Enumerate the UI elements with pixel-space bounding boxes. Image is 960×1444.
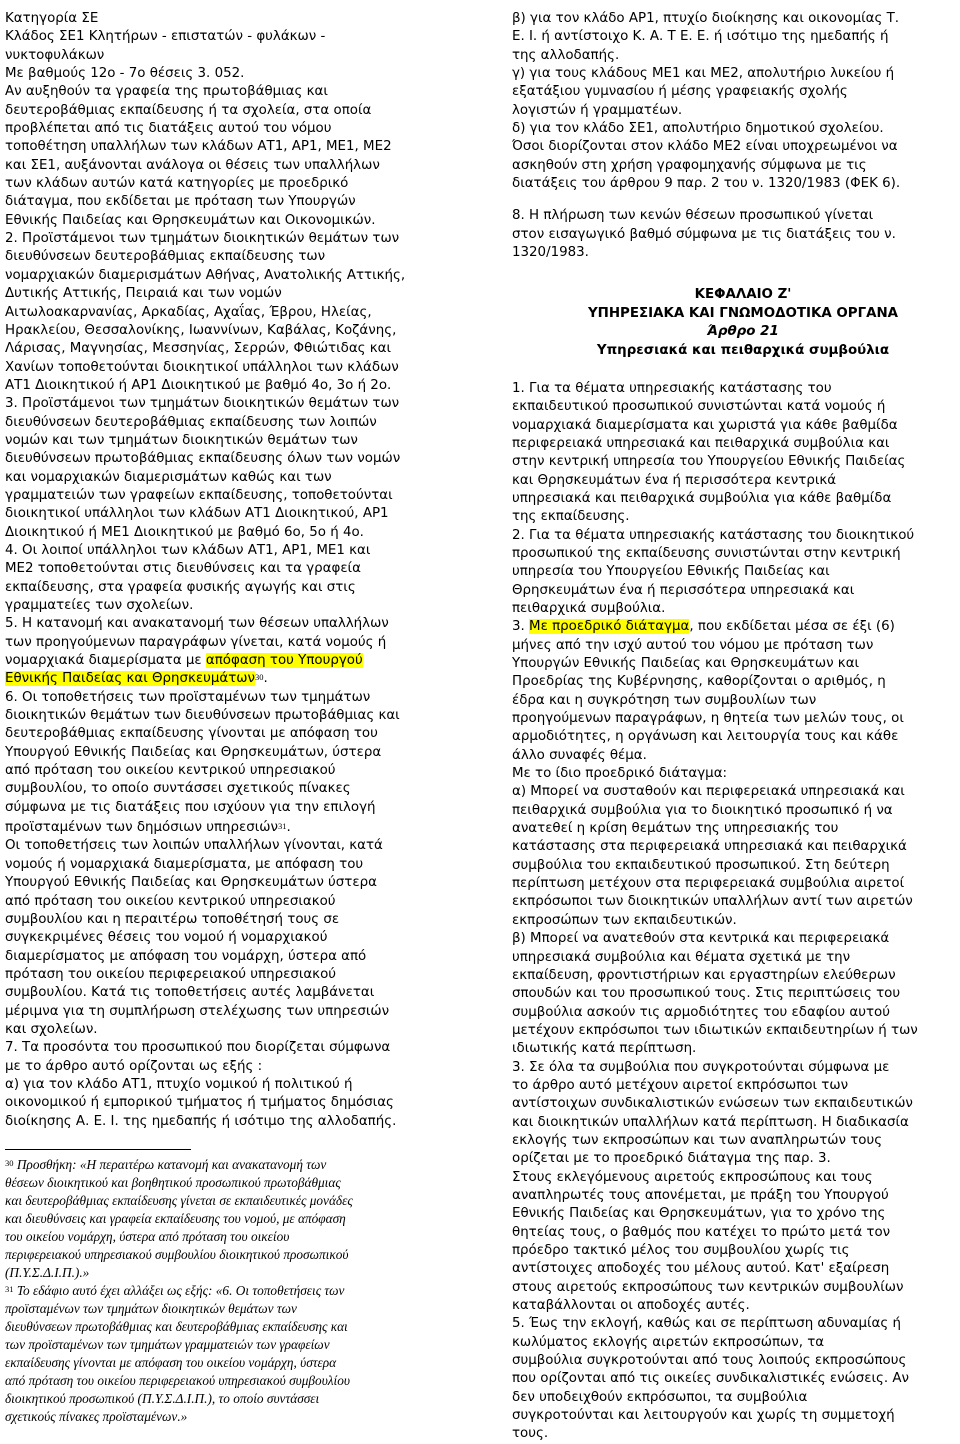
footnote-31-first-line bbox=[5, 1282, 467, 1300]
footnote-ref-31[interactable]: 31 bbox=[277, 821, 287, 832]
text-line: 6. Οι τοποθετήσεις των προϊσταμένων των τμημάτων bbox=[5, 689, 371, 705]
text-line: και σχολείων. bbox=[5, 1021, 98, 1037]
paragraph-8 bbox=[512, 207, 960, 262]
paragraph-3-first-line bbox=[512, 618, 960, 636]
text-line: διοικητικών θεμάτων των διευθύνσεων πρωτοβάθμιας και bbox=[5, 708, 400, 724]
text-line: 8. Η πλήρωση των κενών θέσεων προσωπικού γίνεται bbox=[512, 208, 874, 224]
article-subtitle: Υπηρεσιακά και πειθαρχικά συμβούλια bbox=[596, 342, 890, 358]
text-line: προϊσταμένων των τμημάτων διοικητικών θεμάτων των bbox=[5, 1301, 297, 1316]
text-line: διοικητικού προσωπικού (Π.Υ.Σ.Δ.Ι.Π.), το οποίο συντάσσει bbox=[5, 1391, 320, 1406]
text-line: αρμοδιότητες, η οργάνωση και λειτουργία τους και κάθε bbox=[512, 729, 899, 745]
footnote-30 bbox=[5, 1156, 467, 1282]
text-line: θέσεων διοικητικού και βοηθητικού προσωπικού πρωτοβάθμιας bbox=[5, 1175, 341, 1190]
text-line: συγκροτούνται και λειτουργούν και χωρίς τη συμμετοχή bbox=[512, 1408, 895, 1424]
text-line: διάταγμα, που εκδίδεται με πρόταση των Υπουργών bbox=[5, 194, 356, 210]
text-run: . bbox=[286, 820, 291, 836]
text-line: οικονομικού ή εμπορικού τμήματος ή τμήματος δημόσιας bbox=[5, 1095, 394, 1111]
text-line: ΜΕ2 τοποθετούνται στις διευθύνσεις και τα γραφεία bbox=[5, 561, 361, 577]
text-line: περίπτωση μετέχουν στα περιφερειακά συμβούλια αιρετοί bbox=[512, 876, 905, 892]
footnote-divider bbox=[5, 1149, 191, 1150]
text-line: ΑΤ1 Διοικητικού ή ΑΡ1 Διοικητικού με βαθμό 4ο, 3ο ή 2ο. bbox=[5, 377, 392, 393]
text-line: νομών και των τμημάτων διοικητικών θεμάτων των bbox=[5, 432, 358, 448]
text-line: στον εισαγωγικό βαθμό σύμφωνα με τις διατάξεις του ν. bbox=[512, 226, 896, 242]
text-line: από πρόταση του οικείου περιφερειακού υπηρεσιακού συμβουλίου bbox=[5, 1373, 351, 1388]
text-line: στην κεντρική υπηρεσία του Υπουργείου Εθνικής Παιδείας bbox=[512, 454, 906, 470]
text-line: Ηρακλείου, Θεσσαλονίκης, Ιωαννίνων, Καβάλας, Κοζάνης, bbox=[5, 322, 397, 338]
text-line: 3. Προϊστάμενοι των τμημάτων διοικητικών θεμάτων των bbox=[5, 396, 400, 412]
text-line: από πρόταση του οικείου κεντρικού υπηρεσιακού bbox=[5, 893, 336, 909]
text-line: τοποθέτηση υπαλλήλων των κλάδων ΑΤ1, ΑΡ1, ΜΕ1, ΜΕ2 bbox=[5, 139, 392, 155]
text-line: και νομαρχιακών διαμερισμάτων καθώς και των bbox=[5, 469, 332, 485]
article-paragraphs-1-2 bbox=[512, 380, 960, 618]
text-line: υπηρεσία του Υπουργείου Εθνικής Παιδείας και bbox=[512, 564, 830, 580]
text-line: 5. Η κατανομή και ανακατανομή των θέσεων υπαλλήλων bbox=[5, 616, 389, 632]
text-line: πρόεδρο τακτικό μέλος του συμβουλίου χωρίς τις bbox=[512, 1243, 850, 1258]
text-line: γ) για τους κλάδους ΜΕ1 και ΜΕ2, απολυτήριο λυκείου ή bbox=[512, 66, 895, 82]
footnotes bbox=[5, 1156, 467, 1426]
text-line: συμβουλίου. Κατά τις τοποθετήσεις αυτές λαμβάνεται bbox=[5, 985, 375, 1001]
left-column bbox=[5, 10, 467, 1131]
text-line: ιδιωτικής κατά περίπτωση. bbox=[512, 1041, 697, 1057]
text-line: α) για τον κλάδο ΑΤ1, πτυχίο νομικού ή πολιτικού ή bbox=[5, 1076, 353, 1092]
text-line: Με το ίδιο προεδρικό διάταγμα: bbox=[512, 766, 728, 782]
text-line: Διοικητικού ή ΜΕ1 Διοικητικού με βαθμό 6ο, 5ο ή 4ο. bbox=[5, 524, 364, 540]
text-line: διευθύνσεων πρωτοβάθμιας και δευτεροβάθμιας εκπαίδευσης και bbox=[5, 1319, 348, 1334]
text-line: εκπρόσωποι των διοικητικών υπαλλήλων αντί των αιρετών bbox=[512, 894, 913, 910]
text-line: συμβούλια συγκροτούνται από τους λοιπούς εκπροσώπους bbox=[512, 1353, 907, 1369]
text-line: του οικείου νομάρχη, ύστερα από πρόταση του οικείου bbox=[5, 1229, 290, 1244]
text-line: των προϊσταμένων των τμημάτων γραμματειών των γραφείων bbox=[5, 1337, 330, 1352]
text-line: β) Μπορεί να ανατεθούν στα κεντρικά και περιφερειακά bbox=[512, 931, 890, 947]
text-line: πειθαρχικά συμβούλια για το διοικητικό προσωπικό ή να bbox=[512, 802, 893, 818]
text-line: συμβουλίου, το οποίο συντάσσει σχετικούς πίνακες bbox=[5, 781, 351, 797]
text-line: Χανίων τοποθετούνται διοικητικοί υπάλληλοι των κλάδων bbox=[5, 359, 399, 375]
text-line: Εθνικής Παιδείας και Θρησκευμάτων, για το χρόνο της bbox=[512, 1206, 886, 1222]
text-line: (Π.Υ.Σ.Δ.Ι.Π.).» bbox=[5, 1265, 90, 1280]
text-line: δ) για τον κλάδο ΣΕ1, απολυτήριο δημοτικού σχολείου. bbox=[512, 121, 884, 137]
text-line: 2. Για τα θέματα υπηρεσιακής κατάστασης του διοικητικού bbox=[512, 527, 915, 543]
text-run: Το εδάφιο αυτό έχει αλλάξει ως εξής: «6. Οι τοποθετήσεις των bbox=[16, 1283, 345, 1298]
text-line: Οι τοποθετήσεις των λοιπών υπαλλήλων γίνονται, κατά bbox=[5, 838, 383, 854]
text-line: Υπουργού Εθνικής Παιδείας και Θρησκευμάτων, ύστερα bbox=[5, 744, 382, 760]
text-line: αναπληρωτές τους απονέμεται, με πράξη του Υπουργού bbox=[512, 1187, 889, 1203]
text-line: 3. Σε όλα τα συμβούλια που συγκροτούνται σύμφωνα με bbox=[512, 1059, 890, 1075]
text-line: στους αιρετούς εκπροσώπους των κεντρικών συμβουλίων bbox=[512, 1279, 904, 1295]
text-line: των κλάδων αυτών κατά κατηγορίες με προεδρικό bbox=[5, 176, 349, 192]
text-line: Κλάδος ΣΕ1 Κλητήρων - επιστατών - φυλάκων - bbox=[5, 29, 326, 45]
text-line: διευθύνσεων δευτεροβάθμιας εκπαίδευσης των bbox=[5, 249, 326, 265]
text-line: θητείας τους, ο βαθμός που κατέχει το πρώτο μετά τον bbox=[512, 1224, 891, 1240]
text-line: και ΣΕ1, αυξάνονται ανάλογα οι θέσεις των υπαλλήλων bbox=[5, 157, 380, 173]
text-line: αντίστοιχες αποδοχές του μέλους αυτού. Κατ' εξαίρεση bbox=[512, 1261, 890, 1277]
text-line: πρόταση του οικείου περιφερειακού υπηρεσιακού bbox=[5, 966, 337, 982]
text-line: διευθύνσεων πρωτοβάθμιας εκπαίδευσης όλων των νομών bbox=[5, 451, 401, 467]
text-run: . bbox=[263, 671, 268, 687]
article-title: Άρθρο 21 bbox=[707, 324, 779, 340]
text-line: εκπροσώπων των εκπαιδευτικών. bbox=[512, 912, 737, 928]
left-top-paragraphs bbox=[5, 10, 467, 652]
text-line: β) για τον κλάδο ΑΡ1, πτυχίο διοίκησης και οικονομίας Τ. bbox=[512, 11, 900, 26]
text-line: εξατάξιου γυμνασίου ή μέσης γραφειακής σχολής bbox=[512, 84, 848, 100]
text-line: ανατεθεί η κρίση θεμάτων της υπηρεσιακής του bbox=[512, 821, 839, 837]
footnote-number: 31 bbox=[5, 1284, 14, 1294]
text-line: 4. Οι λοιποί υπάλληλοι των κλάδων ΑΤ1, ΑΡ1, ΜΕ1 και bbox=[5, 542, 371, 558]
text-line: σχετικούς πίνακες προϊσταμένων.» bbox=[5, 1409, 188, 1424]
text-line: νομαρχιακά διαμερίσματα και χωριστά για κάθε βαθμίδα bbox=[512, 417, 898, 433]
highlighted-text: Με προεδρικό διάταγμα bbox=[529, 619, 690, 635]
highlighted-text: απόφαση του Υπουργού bbox=[205, 653, 363, 669]
chapter-subtitle: ΥΠΗΡΕΣΙΑΚΑ ΚΑΙ ΓΝΩΜΟΔΟΤΙΚΑ ΟΡΓΑΝΑ bbox=[587, 305, 899, 321]
article-paragraph-3-onwards bbox=[512, 637, 960, 1444]
text-run: , που εκδίδεται μέσα σε έξι (6) bbox=[689, 619, 895, 635]
text-line: σύμφωνα με τις διατάξεις που ισχύουν για την επιλογή bbox=[5, 799, 376, 815]
text-line: Δυτικής Αττικής, Πειραιά και των νομών bbox=[5, 286, 282, 302]
text-line: διοικητικοί υπάλληλοι των κλάδων ΑΤ1 Διοικητικού, ΑΡ1 bbox=[5, 506, 389, 522]
text-line: δευτεροβάθμιας εκπαίδευσης ή τα σχολεία, στα οποία bbox=[5, 102, 372, 118]
text-line: νυκτοφυλάκων bbox=[5, 47, 105, 63]
text-line: Κατηγορία ΣΕ bbox=[5, 11, 99, 26]
text-line: δεν υποδειχθούν εκπρόσωποι, τα συμβούλια bbox=[512, 1389, 808, 1405]
text-line: 7. Τα προσόντα του προσωπικού που διορίζεται σύμφωνα bbox=[5, 1040, 391, 1056]
text-line: έδρα και η συγκρότηση των συμβουλίων των bbox=[512, 692, 817, 708]
text-line: Υπουργών Εθνικής Παιδείας και Θρησκευμάτων και bbox=[512, 656, 860, 671]
text-line: Υπουργού Εθνικής Παιδείας και Θρησκευμάτων ύστερα bbox=[5, 875, 377, 891]
text-line: 1. Για τα θέματα υπηρεσιακής κατάστασης του bbox=[512, 380, 832, 396]
text-line: υπηρεσιακά συμβούλια και θέματα σχετικά με την bbox=[512, 949, 851, 965]
text-line: μέριμνα για τη συμπλήρωση στελέχωσης των υπηρεσιών bbox=[5, 1003, 390, 1019]
spacer bbox=[512, 360, 960, 380]
text-line: διατάξεις του άρθρου 9 παρ. 2 του ν. 1320/1983 (ΦΕΚ 6). bbox=[512, 176, 901, 192]
text-line: το άρθρο αυτό μετέχουν αιρετοί εκπρόσωποι των bbox=[512, 1077, 849, 1093]
text-line: Με βαθμούς 12ο - 7ο θέσεις 3. 052. bbox=[5, 66, 245, 82]
text-line: άλλο συναφές θέμα. bbox=[512, 747, 647, 763]
text-line: και διοικητικών υπαλλήλων κατά περίπτωση. Η διαδικασία bbox=[512, 1114, 909, 1130]
text-line: συμβούλια του εκπαιδευτικού προσωπικού. Στη δεύτερη bbox=[512, 857, 890, 873]
right-top-paragraphs bbox=[512, 10, 960, 193]
paragraph-6 bbox=[5, 689, 467, 817]
text-line: Ε. Ι. ή αντίστοιχο Κ. Α. Τ Ε. Ε. ή ισότιμο της ημεδαπής ή bbox=[512, 29, 889, 45]
text-line: συμβούλια ασκούν τις αρμοδιότητες του εδαφίου αυτού bbox=[512, 1004, 890, 1020]
text-line: των προηγούμενων παραγράφων γίνεται, κατά νομούς ή bbox=[5, 634, 387, 650]
text-line: δευτεροβάθμιας εκπαίδευσης γίνονται με απόφαση του bbox=[5, 726, 378, 742]
text-line: εκπαίδευσης, στα γραφεία φυσικής αγωγής και στις bbox=[5, 579, 356, 595]
text-line: γραμματειών των γραφείων εκπαίδευσης, τοποθετούνται bbox=[5, 487, 393, 503]
text-line: και Θρησκευμάτων ένα ή περισσότερα κεντρικά bbox=[512, 472, 837, 488]
text-line: εκπαίδευσης γίνονται με απόφαση του οικείου νομάρχη, ύστερα bbox=[5, 1355, 337, 1370]
text-line: διοίκησης Α. Ε. Ι. της ημεδαπής ή ισότιμο της αλλοδαπής. bbox=[5, 1113, 397, 1129]
text-line: καταβάλλονται οι αποδοχές αυτές. bbox=[512, 1298, 750, 1314]
text-line: με το άρθρο αυτό ορίζονται ως εξής : bbox=[5, 1058, 263, 1074]
text-run: 3. bbox=[512, 619, 530, 635]
text-line: νομαρχιακών διαμερισμάτων Αθήνας, Ανατολικής Αττικής, bbox=[5, 267, 406, 283]
text-line: συμβουλίου και η περαιτέρω τοποθέτησή τους σε bbox=[5, 911, 340, 927]
text-run: Προσθήκη: «Η περαιτέρω κατανομή και ανακατανομή των bbox=[16, 1157, 327, 1172]
footnote-31-body bbox=[5, 1300, 467, 1426]
text-line: Προεδρίας της Κυβέρνησης, καθορίζονται ο αριθμός, η bbox=[512, 674, 886, 690]
text-run: προϊσταμένων των δημόσιων υπηρεσιών bbox=[5, 820, 278, 836]
text-line: ασκηθούν στη χρήση γραφομηχανής σύμφωνα με τις bbox=[512, 157, 867, 173]
footnote-ref-30[interactable]: 30 bbox=[255, 672, 264, 683]
text-line: της αλλοδαπής. bbox=[512, 47, 620, 63]
text-line: α) Μπορεί να συσταθούν και περιφερειακά υπηρεσιακά και bbox=[512, 784, 905, 800]
text-line: περιφερειακού υπηρεσιακού συμβουλίου διοικητικού προσωπικού bbox=[5, 1247, 349, 1262]
text-line: εκπαιδευτικού προσωπικού συνιστώνται κατά νομούς ή bbox=[512, 399, 886, 415]
left-rest-paragraphs bbox=[5, 837, 467, 1131]
text-line: Στους εκλεγόμενους αιρετούς εκπροσώπους και τους bbox=[512, 1169, 873, 1185]
spacer bbox=[512, 193, 960, 207]
footnote-31 bbox=[5, 1282, 467, 1426]
text-line: διευθύνσεων δευτεροβάθμιας εκπαίδευσης των λοιπών bbox=[5, 414, 377, 430]
text-line: 2. Προϊστάμενοι των τμημάτων διοικητικών θεμάτων των bbox=[5, 231, 400, 247]
text-line: περιφερειακά υπηρεσιακά και πειθαρχικά συμβούλια και bbox=[512, 435, 890, 451]
text-line: κατάστασης στα περιφερειακά υπηρεσιακά και πειθαρχικά bbox=[512, 839, 907, 855]
highlighted-text: Εθνικής Παιδείας και Θρησκευμάτων bbox=[5, 671, 255, 687]
footnote-number: 30 bbox=[5, 1158, 14, 1168]
text-line: προηγούμενων παραγράφων, η θητεία των μελών τους, οι bbox=[512, 711, 904, 727]
text-line: υπηρεσιακά και πειθαρχικά συμβούλια για κάθε βαθμίδα bbox=[512, 490, 892, 506]
text-line: και δευτεροβάθμιας εκπαίδευσης γίνεται σε εκπαιδευτικές μονάδες bbox=[5, 1193, 353, 1208]
text-line: τους. bbox=[512, 1426, 549, 1442]
text-line: και διευθύνσεις και γραφεία εκπαίδευσης του νομού, με απόφαση bbox=[5, 1211, 346, 1226]
text-run: νομαρχιακά διαμερίσματα με bbox=[5, 653, 206, 669]
text-line: μετέχουν εκπρόσωποι των ιδιωτικών εκπαιδευτηρίων ή των bbox=[512, 1022, 918, 1038]
text-line: γραμματείες των σχολείων. bbox=[5, 598, 194, 613]
text-line: ορίζεται με το προεδρικό διάταγμα της παρ. 3. bbox=[512, 1151, 831, 1167]
chapter-title: ΚΕΦΑΛΑΙΟ Ζ' bbox=[694, 287, 792, 303]
text-line: μήνες από την ισχύ αυτού του νόμου με πρόταση των bbox=[512, 637, 874, 653]
text-line: εκπαίδευση, φροντιστήριων και εργαστηρίων ελεύθερων bbox=[512, 967, 896, 983]
paragraph-6-last-line bbox=[5, 819, 467, 837]
text-line: Εθνικής Παιδείας και Θρησκευμάτων και Οικονομικών. bbox=[5, 212, 376, 228]
text-line: νομούς ή νομαρχιακά διαμερίσματα, με απόφαση του bbox=[5, 856, 364, 872]
right-column bbox=[512, 10, 960, 1444]
text-line: από πρόταση του οικείου κεντρικού υπηρεσιακού bbox=[5, 763, 336, 779]
text-line: προβλέπεται από τις διατάξεις αυτού του νόμου bbox=[5, 121, 332, 137]
spacer bbox=[512, 262, 960, 286]
footnote-30-first-line bbox=[5, 1156, 467, 1174]
text-line: προσωπικού της εκπαίδευσης συνιστώνται στην κεντρική bbox=[512, 545, 901, 561]
text-line: Αν αυξηθούν τα γραφεία της πρωτοβάθμιας και bbox=[5, 84, 328, 100]
paragraph-5-line-3 bbox=[5, 652, 467, 670]
text-line: Αιτωλοακαρνανίας, Αρκαδίας, Αχαΐας, Έβρου, Ηλείας, bbox=[5, 304, 372, 320]
text-line: της εκπαίδευσης. bbox=[512, 509, 630, 525]
text-line: λογιστών ή γραμματέων. bbox=[512, 102, 683, 118]
paragraph-5-line-4 bbox=[5, 670, 467, 688]
text-line: αντίστοιχων συνδικαλιστικών ενώσεων των εκπαιδευτικών bbox=[512, 1096, 913, 1112]
text-line: σπουδών και του προσωπικού τους. Στις περιπτώσεις του bbox=[512, 986, 901, 1002]
text-line: εκλογής των εκπροσώπων και των αναπληρωτών τους bbox=[512, 1132, 883, 1148]
text-line: Όσοι διορίζονται στον κλάδο ΜΕ2 είναι υποχρεωμένοι να bbox=[512, 139, 898, 155]
text-line: Θρησκευμάτων ένα ή περισσότερα υπηρεσιακά και bbox=[512, 582, 855, 598]
text-line: πειθαρχικά συμβούλια. bbox=[512, 600, 666, 616]
footnote-30-body bbox=[5, 1174, 467, 1282]
text-line: 1320/1983. bbox=[512, 245, 589, 261]
text-line: κωλύματος εκλογής αιρετών εκπροσώπων, τα bbox=[512, 1334, 825, 1350]
text-line: 5. Έως την εκλογή, καθώς και σε περίπτωση αδυναμίας ή bbox=[512, 1316, 901, 1332]
text-line: διαμερίσματος με απόφαση του νομάρχη, ύστερα από bbox=[5, 948, 367, 964]
text-line: συγκεκριμένες θέσεις του νομού ή νομαρχιακού bbox=[5, 930, 328, 946]
text-line: που ορίζονται από τις οικείες συνδικαλιστικές ενώσεις. Αν bbox=[512, 1371, 910, 1387]
text-line: Λάρισας, Μαγνησίας, Μεσσηνίας, Σερρών, Φθιώτιδας και bbox=[5, 341, 392, 357]
